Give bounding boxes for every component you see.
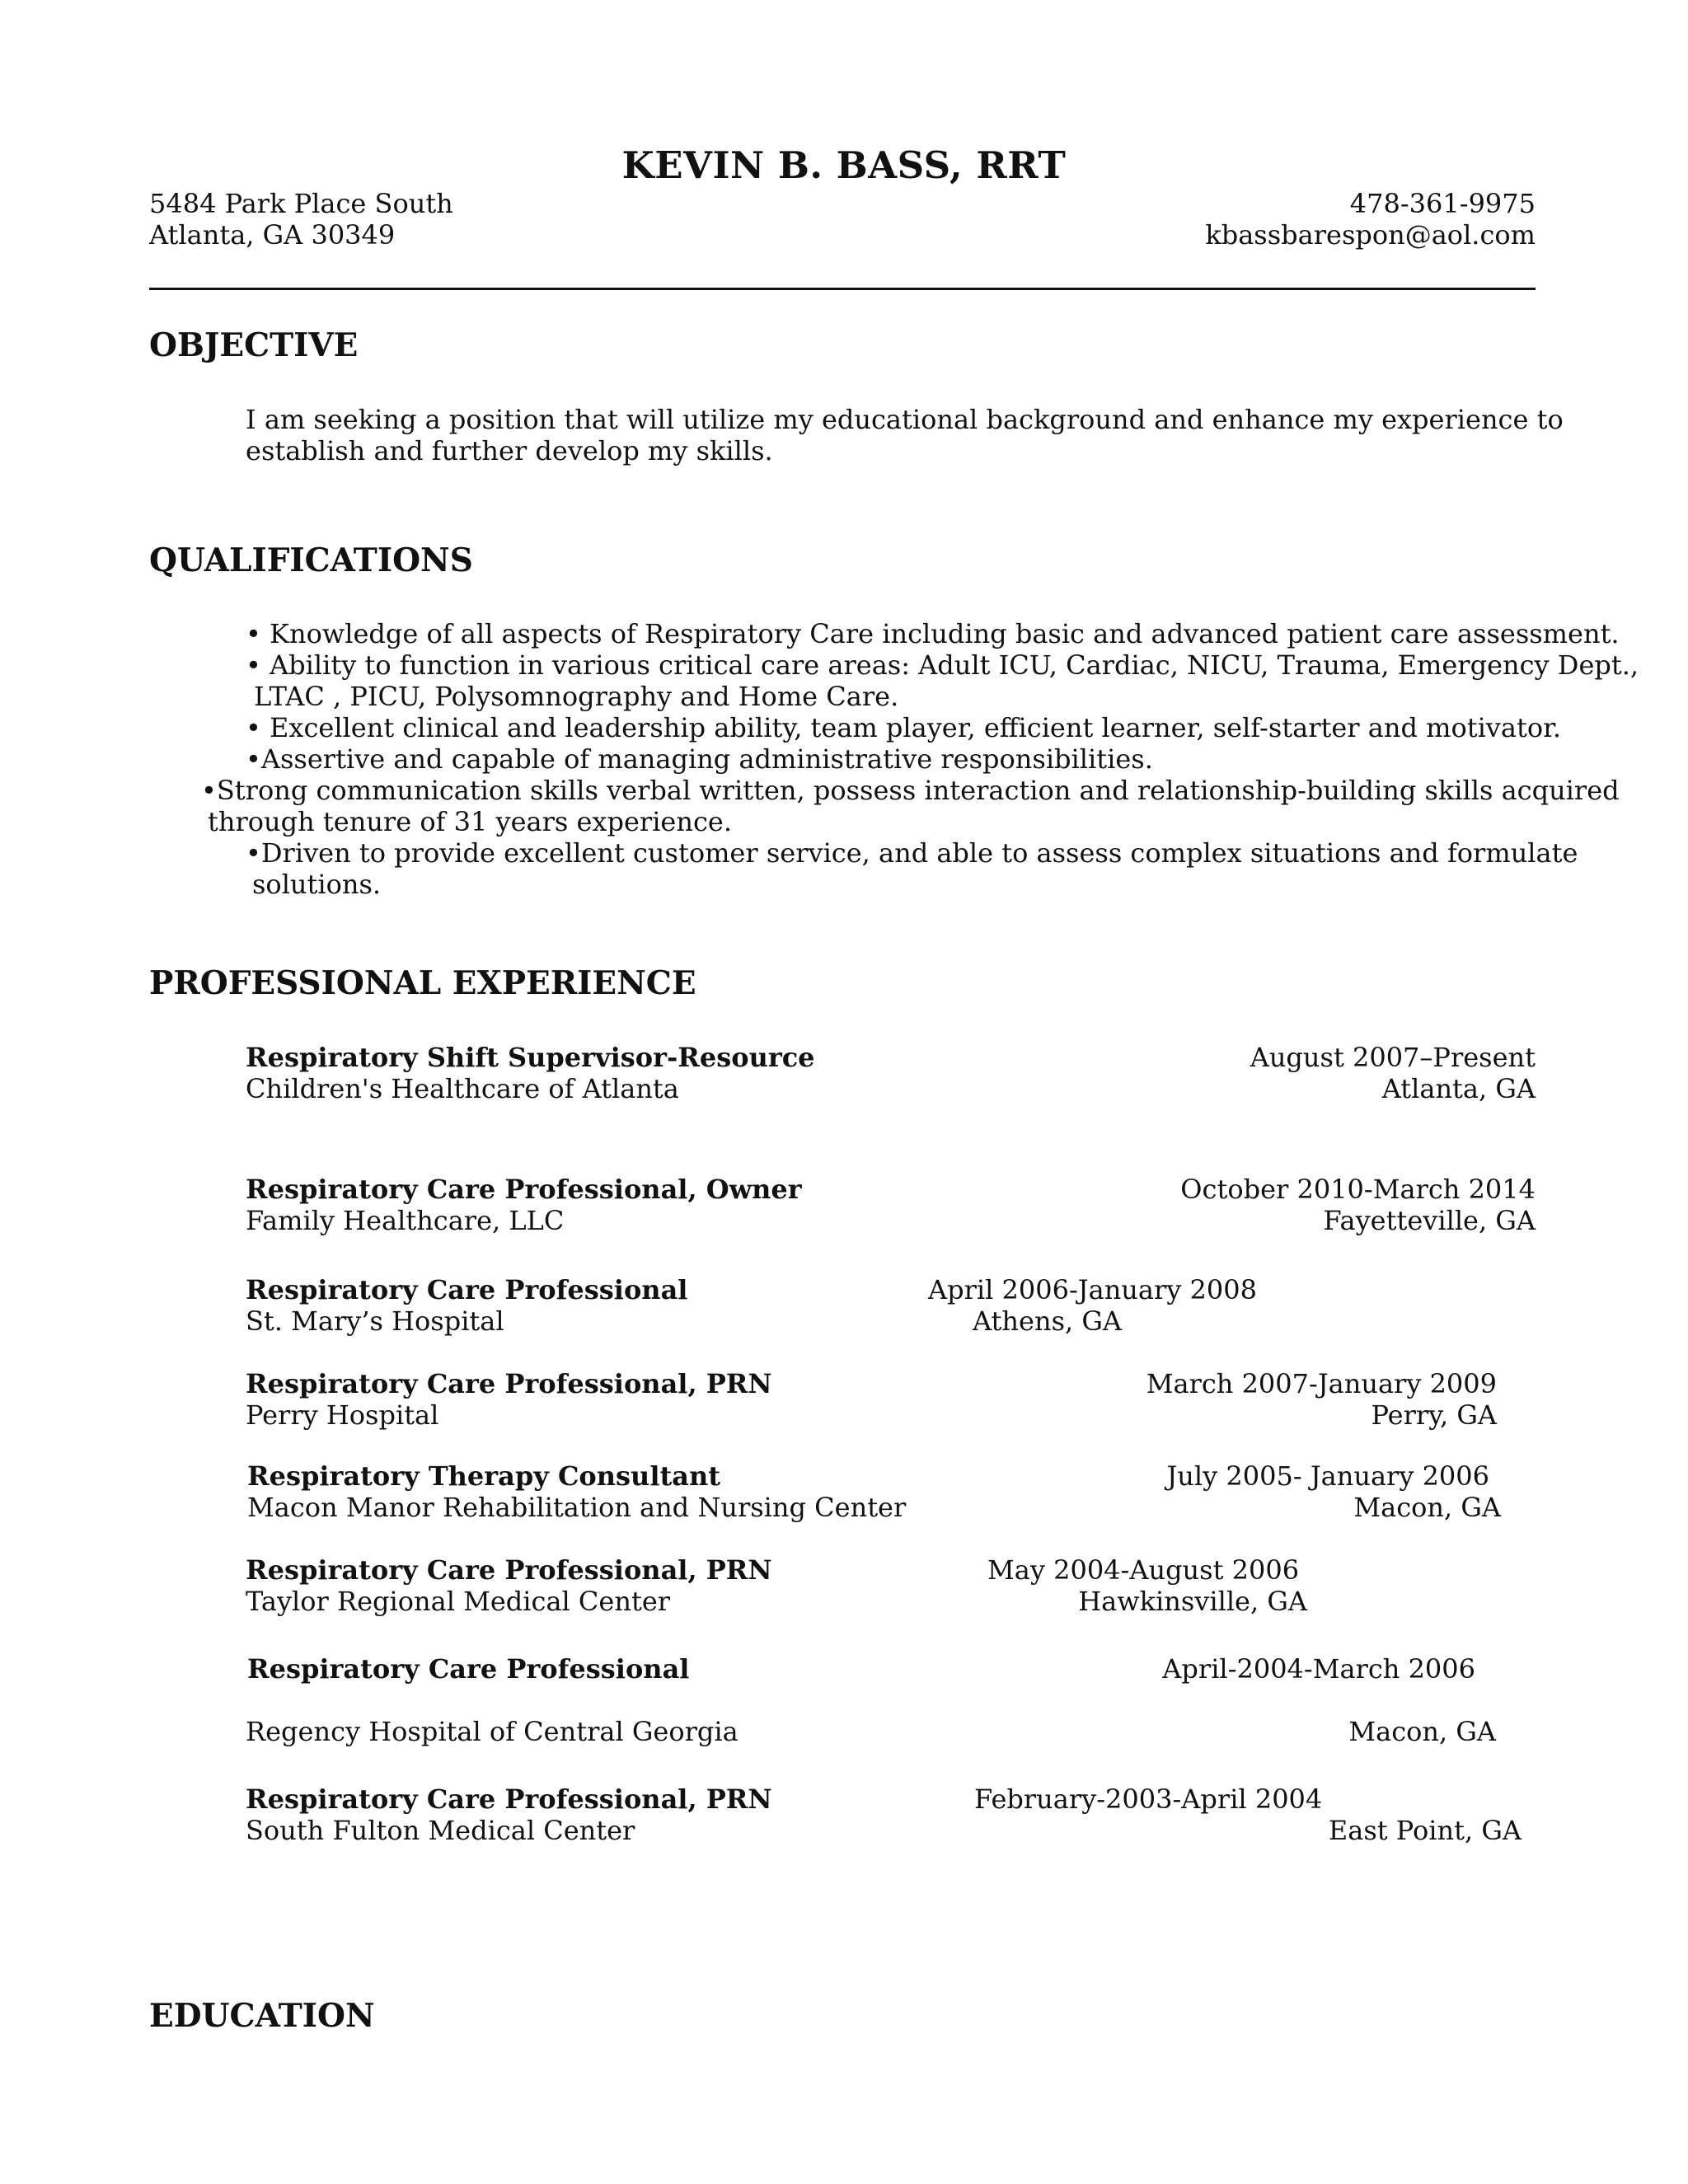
job-employer: Children's Healthcare of Atlanta <box>246 1073 679 1104</box>
job-employer: Regency Hospital of Central Georgia <box>246 1716 738 1747</box>
qualification-line: •Assertive and capable of managing administrative responsibilities. <box>246 743 1153 775</box>
job-dates: May 2004-August 2006 <box>987 1554 1300 1586</box>
qualification-line: • Excellent clinical and leadership ability, team player, efficient learner, self-starter and motivator. <box>246 712 1562 743</box>
qualification-line: LTAC , PICU, Polysomnography and Home Care. <box>254 681 899 712</box>
qualification-line: •Driven to provide excellent customer service, and able to assess complex situations and formulate <box>246 837 1578 869</box>
candidate-name: KEVIN B. BASS, RRT <box>621 143 1067 187</box>
job-employer: St. Mary’s Hospital <box>246 1305 504 1337</box>
objective-line-1: I am seeking a position that will utilize my educational background and enhance my experience to <box>246 404 1564 435</box>
job-title: Respiratory Care Professional, PRN <box>246 1554 772 1586</box>
qualification-line: solutions. <box>252 869 382 900</box>
job-employer: Perry Hospital <box>246 1399 439 1431</box>
job-dates: August 2007–Present <box>1250 1042 1536 1073</box>
job-location: Atlanta, GA <box>1381 1073 1536 1104</box>
job-title: Respiratory Care Professional <box>246 1274 688 1305</box>
header-divider <box>149 288 1536 290</box>
job-employer: South Fulton Medical Center <box>246 1815 635 1846</box>
qualification-line: • Knowledge of all aspects of Respiratory Care including basic and advanced patient care assessment. <box>246 618 1620 649</box>
objective-heading: OBJECTIVE <box>149 326 359 364</box>
job-dates: February-2003-April 2004 <box>974 1783 1323 1815</box>
job-title: Respiratory Care Professional, Owner <box>246 1174 802 1205</box>
job-dates: October 2010-March 2014 <box>1180 1174 1536 1205</box>
address-line-1: 5484 Park Place South <box>149 188 453 219</box>
qualification-line: through tenure of 31 years experience. <box>208 806 732 837</box>
experience-heading: PROFESSIONAL EXPERIENCE <box>149 964 696 1002</box>
qualification-line: •Strong communication skills verbal written, possess interaction and relationship-building skills acquired <box>201 775 1620 806</box>
job-location: Macon, GA <box>1353 1492 1501 1523</box>
job-employer: Macon Manor Rehabilitation and Nursing Center <box>247 1492 907 1523</box>
job-employer: Family Healthcare, LLC <box>246 1205 565 1236</box>
job-title: Respiratory Care Professional, PRN <box>246 1783 772 1815</box>
job-dates: April 2006-January 2008 <box>928 1274 1257 1305</box>
job-location: Athens, GA <box>973 1305 1122 1337</box>
address-line-2: Atlanta, GA 30349 <box>149 219 396 251</box>
qualifications-heading: QUALIFICATIONS <box>149 541 473 579</box>
email-address: kbassbarespon@aol.com <box>1205 219 1536 251</box>
objective-line-2: establish and further develop my skills. <box>246 435 773 466</box>
job-location: East Point, GA <box>1328 1815 1522 1846</box>
job-dates: April-2004-March 2006 <box>1162 1653 1475 1685</box>
phone-number: 478-361-9975 <box>1349 188 1536 219</box>
job-location: Macon, GA <box>1348 1716 1496 1747</box>
job-dates: March 2007-January 2009 <box>1146 1368 1497 1399</box>
job-title: Respiratory Therapy Consultant <box>247 1460 721 1492</box>
job-title: Respiratory Shift Supervisor-Resource <box>246 1042 815 1073</box>
job-title: Respiratory Care Professional, PRN <box>246 1368 772 1399</box>
education-heading: EDUCATION <box>149 1997 375 2035</box>
job-location: Perry, GA <box>1371 1399 1497 1431</box>
job-title: Respiratory Care Professional <box>247 1653 690 1685</box>
job-dates: July 2005- January 2006 <box>1166 1460 1489 1492</box>
job-employer: Taylor Regional Medical Center <box>246 1586 671 1617</box>
job-location: Fayetteville, GA <box>1323 1205 1536 1236</box>
qualification-line: • Ability to function in various critical care areas: Adult ICU, Cardiac, NICU, Trauma, Emergency Dept., <box>246 649 1639 681</box>
job-location: Hawkinsville, GA <box>1078 1586 1307 1617</box>
